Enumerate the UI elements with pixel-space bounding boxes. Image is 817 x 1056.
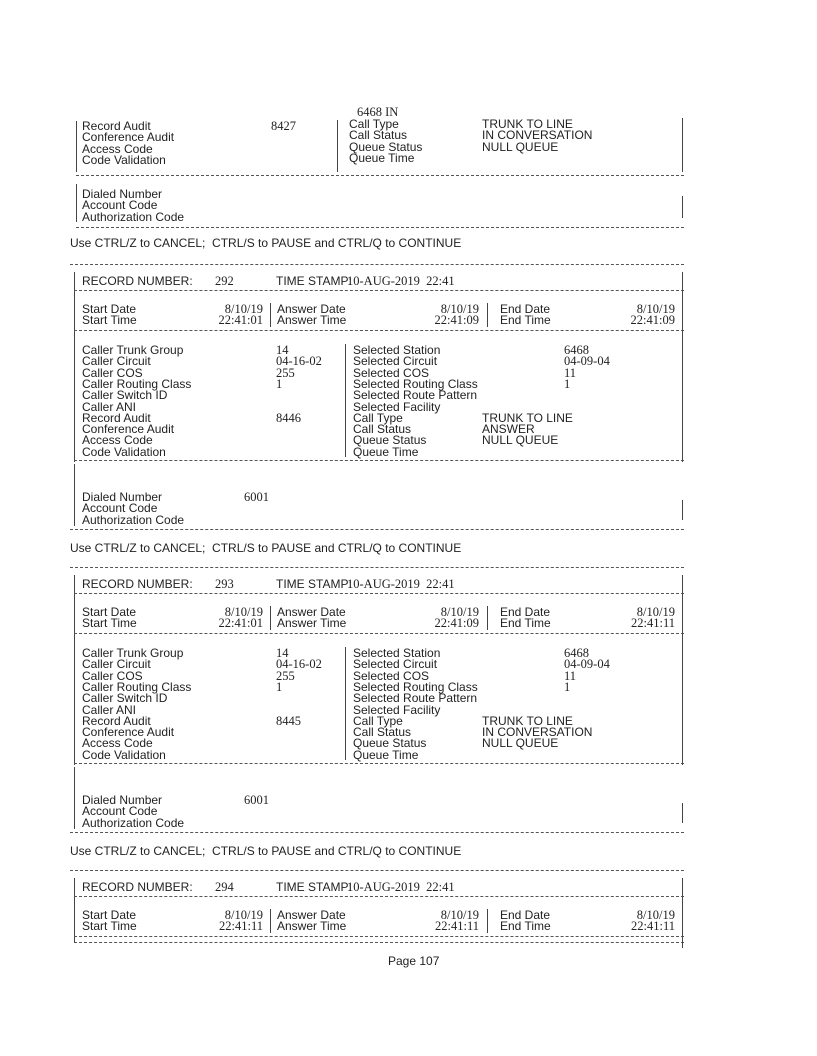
time-stamp-label: TIME STAMP:	[276, 880, 352, 894]
fragment-call-value: NULL QUEUE	[482, 139, 559, 154]
record-number-value: 292	[215, 274, 234, 288]
fragment-call-label: Call Type	[349, 117, 399, 131]
caller-field-label: Conference Audit	[82, 725, 175, 740]
time-stamp-label: TIME STAMP:	[276, 577, 352, 591]
record-bottom-rule	[70, 529, 684, 530]
record-left-border	[74, 272, 75, 336]
dial-field-label: Authorization Code	[82, 512, 185, 527]
call-field-label: Call Type	[353, 713, 403, 728]
selected-field-label: Selected Circuit	[353, 657, 438, 672]
selected-field-label: Selected COS	[353, 668, 430, 683]
fragment-top-station: 6468 IN	[357, 105, 399, 119]
selected-field-label: Selected Routing Class	[353, 679, 478, 694]
end-time-value: 22:41:11	[631, 919, 675, 933]
record-number-value: 294	[215, 880, 234, 894]
call-field-label: Queue Time	[353, 747, 419, 762]
date-divider-2	[487, 909, 488, 933]
record-right-border	[682, 575, 683, 639]
answer-time-value: 22:41:11	[435, 919, 479, 933]
record-header-rule	[74, 290, 684, 291]
record-header-rule	[74, 896, 684, 897]
continue-prompt: Use CTRL/Z to CANCEL; CTRL/S to PAUSE and CTRL/Q to CONTINUE	[70, 236, 462, 250]
end-date-label: End Date	[500, 908, 551, 922]
end-date-label: End Date	[500, 302, 551, 316]
record-top-rule	[70, 264, 684, 265]
end-date-label: End Date	[500, 605, 551, 619]
record-number-value: 293	[215, 577, 234, 591]
date-divider-1	[270, 303, 271, 327]
fragment-dial-right-border	[682, 196, 683, 218]
page-number: Page 107	[388, 954, 440, 968]
selected-field-value: 04-09-04	[564, 354, 610, 369]
fragment-bottom-rule	[76, 227, 684, 228]
date-divider-2	[487, 303, 488, 327]
start-date-label: Start Date	[82, 302, 137, 316]
caller-field-label: Caller Switch ID	[82, 691, 168, 706]
record-left-border	[74, 878, 75, 942]
caller-field-label: Code Validation	[82, 444, 166, 459]
call-field-value: ANSWER	[482, 422, 535, 437]
end-time-label: End Time	[500, 919, 551, 933]
start-date-label: Start Date	[82, 605, 137, 619]
caller-field-label: Caller ANI	[82, 702, 137, 717]
selected-field-value: 04-09-04	[564, 657, 610, 672]
fragment-dial-label: Authorization Code	[82, 209, 185, 224]
caller-field-label: Conference Audit	[82, 422, 175, 437]
caller-field-label: Caller Switch ID	[82, 388, 168, 403]
final-right-border	[682, 938, 683, 948]
fragment-call-label: Call Status	[349, 128, 408, 143]
caller-field-value: 04-16-02	[276, 354, 322, 369]
answer-time-value: 22:41:09	[434, 313, 479, 327]
selected-field-label: Selected COS	[353, 365, 430, 380]
answer-date-value: 8/10/19	[440, 605, 479, 619]
caller-field-label: Record Audit	[82, 713, 151, 728]
time-stamp-value: 10-AUG-2019 22:41	[347, 274, 455, 288]
selected-field-label: Selected Facility	[353, 399, 441, 414]
final-rule	[74, 942, 684, 943]
time-stamp-value: 10-AUG-2019 22:41	[347, 880, 455, 894]
record-body-rule	[74, 763, 684, 764]
selected-field-label: Selected Station	[353, 343, 441, 357]
time-stamp-value: 10-AUG-2019 22:41	[347, 577, 455, 591]
record-body-right-border	[682, 336, 683, 462]
caller-field-label: Caller Trunk Group	[82, 343, 184, 357]
caller-field-label: Caller Trunk Group	[82, 646, 184, 660]
selected-field-value: 6468	[564, 646, 589, 660]
selected-field-label: Selected Facility	[353, 702, 441, 717]
fragment-label: Conference Audit	[82, 130, 175, 145]
fragment-dial-left-border	[76, 184, 77, 222]
record-body-left-border	[74, 336, 75, 462]
date-divider-1	[270, 909, 271, 933]
start-time-value: 22:41:01	[218, 313, 263, 327]
fragment-divider	[337, 120, 338, 172]
dialed-number-value: 6001	[244, 793, 269, 807]
record-right-border	[682, 878, 683, 942]
call-field-label: Call Status	[353, 725, 412, 740]
record-number-label: RECORD NUMBER:	[82, 577, 193, 591]
caller-field-label: Caller Circuit	[82, 354, 151, 369]
start-date-value: 8/10/19	[224, 605, 263, 619]
caller-field-value: 14	[276, 646, 289, 660]
dial-left-border	[74, 464, 75, 526]
fragment-dial-label: Account Code	[82, 198, 158, 213]
start-time-label: Start Time	[82, 616, 137, 630]
call-field-label: Call Type	[353, 410, 403, 425]
record-top-rule	[70, 567, 684, 568]
record-number-label: RECORD NUMBER:	[82, 274, 193, 288]
date-divider-2	[487, 606, 488, 630]
record-body-left-border	[74, 639, 75, 765]
dial-left-border	[74, 767, 75, 829]
record-body-rule	[74, 460, 684, 461]
dial-right-border	[682, 500, 683, 520]
selected-field-value: 11	[564, 668, 577, 683]
record-dates-rule	[74, 633, 684, 634]
caller-field-label: Caller COS	[82, 365, 143, 380]
fragment-call-label: Queue Time	[349, 150, 415, 165]
dial-field-label: Account Code	[82, 804, 158, 819]
start-time-label: Start Time	[82, 313, 137, 327]
record-top-rule	[70, 870, 684, 871]
dial-right-border	[682, 803, 683, 823]
caller-field-value: 14	[276, 343, 289, 357]
fragment-left-border	[76, 121, 77, 172]
caller-field-label: Caller Routing Class	[82, 679, 192, 694]
start-time-value: 22:41:11	[219, 919, 263, 933]
answer-date-label: Answer Date	[277, 605, 346, 619]
dialed-number-value: 6001	[244, 490, 269, 504]
dial-field-label: Authorization Code	[82, 815, 185, 830]
call-field-value: NULL QUEUE	[482, 433, 559, 448]
end-time-label: End Time	[500, 616, 551, 630]
continue-prompt: Use CTRL/Z to CANCEL; CTRL/S to PAUSE and CTRL/Q to CONTINUE	[70, 844, 462, 858]
selected-field-value: 1	[564, 679, 571, 694]
caller-field-label: Caller Routing Class	[82, 376, 192, 391]
caller-field-value: 1	[276, 376, 283, 391]
record-dates-rule	[74, 936, 684, 937]
record-body-right-border	[682, 639, 683, 765]
end-time-value: 22:41:09	[630, 313, 675, 327]
answer-date-value: 8/10/19	[440, 302, 479, 316]
answer-time-label: Answer Time	[277, 919, 347, 933]
record-dates-rule	[74, 330, 684, 331]
dial-field-label: Dialed Number	[82, 793, 163, 807]
fragment-call-label: Queue Status	[349, 139, 423, 154]
start-date-value: 8/10/19	[224, 908, 263, 922]
answer-time-value: 22:41:09	[434, 616, 479, 630]
record-right-border	[682, 272, 683, 336]
call-field-value: NULL QUEUE	[482, 736, 559, 751]
caller-field-label: Caller ANI	[82, 399, 137, 414]
call-field-label: Call Status	[353, 422, 412, 437]
call-field-value: TRUNK TO LINE	[482, 713, 573, 728]
fragment-call-value: TRUNK TO LINE	[482, 117, 573, 131]
caller-field-label: Caller Circuit	[82, 657, 151, 672]
record-body-divider	[345, 647, 346, 760]
selected-field-value: 6468	[564, 343, 589, 357]
call-field-value: TRUNK TO LINE	[482, 410, 573, 425]
end-time-label: End Time	[500, 313, 551, 327]
selected-field-value: 11	[564, 365, 577, 380]
fragment-label: Access Code	[82, 141, 153, 156]
call-field-label: Queue Time	[353, 444, 419, 459]
record-body-divider	[345, 344, 346, 457]
record-left-border	[74, 575, 75, 639]
dial-field-label: Account Code	[82, 501, 158, 516]
end-date-value: 8/10/19	[636, 605, 675, 619]
caller-field-label: Caller COS	[82, 668, 143, 683]
start-time-label: Start Time	[82, 919, 137, 933]
record-header-rule	[74, 593, 684, 594]
selected-field-label: Selected Route Pattern	[353, 691, 478, 706]
caller-field-label: Record Audit	[82, 410, 151, 425]
fragment-record-audit-value: 8427	[271, 119, 296, 133]
start-time-value: 22:41:01	[218, 616, 263, 630]
caller-field-label: Code Validation	[82, 747, 166, 762]
fragment-dial-label: Dialed Number	[82, 187, 163, 201]
continue-prompt: Use CTRL/Z to CANCEL; CTRL/S to PAUSE and CTRL/Q to CONTINUE	[70, 541, 462, 555]
end-date-value: 8/10/19	[636, 302, 675, 316]
caller-field-value: 1	[276, 679, 283, 694]
caller-field-value: 8446	[276, 410, 301, 425]
answer-date-label: Answer Date	[277, 302, 346, 316]
caller-field-value: 255	[276, 668, 295, 683]
end-date-value: 8/10/19	[636, 908, 675, 922]
selected-field-label: Selected Route Pattern	[353, 388, 478, 403]
answer-date-value: 8/10/19	[440, 908, 479, 922]
fragment-right-border	[682, 118, 683, 172]
dial-field-label: Dialed Number	[82, 490, 163, 504]
fragment-call-value: IN CONVERSATION	[482, 128, 593, 143]
time-stamp-label: TIME STAMP:	[276, 274, 352, 288]
selected-field-label: Selected Circuit	[353, 354, 438, 369]
start-date-value: 8/10/19	[224, 302, 263, 316]
selected-field-label: Selected Station	[353, 646, 441, 660]
answer-time-label: Answer Time	[277, 313, 347, 327]
caller-field-label: Access Code	[82, 433, 153, 448]
call-field-label: Queue Status	[353, 736, 427, 751]
start-date-label: Start Date	[82, 908, 137, 922]
fragment-separator	[76, 175, 684, 176]
record-number-label: RECORD NUMBER:	[82, 880, 193, 894]
fragment-label: Code Validation	[82, 152, 166, 167]
end-time-value: 22:41:11	[631, 616, 675, 630]
caller-field-label: Access Code	[82, 736, 153, 751]
caller-field-value: 04-16-02	[276, 657, 322, 672]
fragment-label: Record Audit	[82, 119, 151, 133]
date-divider-1	[270, 606, 271, 630]
call-field-label: Queue Status	[353, 433, 427, 448]
selected-field-label: Selected Routing Class	[353, 376, 478, 391]
caller-field-value: 255	[276, 365, 295, 380]
call-field-value: IN CONVERSATION	[482, 725, 593, 740]
record-bottom-rule	[70, 832, 684, 833]
answer-date-label: Answer Date	[277, 908, 346, 922]
answer-time-label: Answer Time	[277, 616, 347, 630]
selected-field-value: 1	[564, 376, 571, 391]
caller-field-value: 8445	[276, 713, 301, 728]
